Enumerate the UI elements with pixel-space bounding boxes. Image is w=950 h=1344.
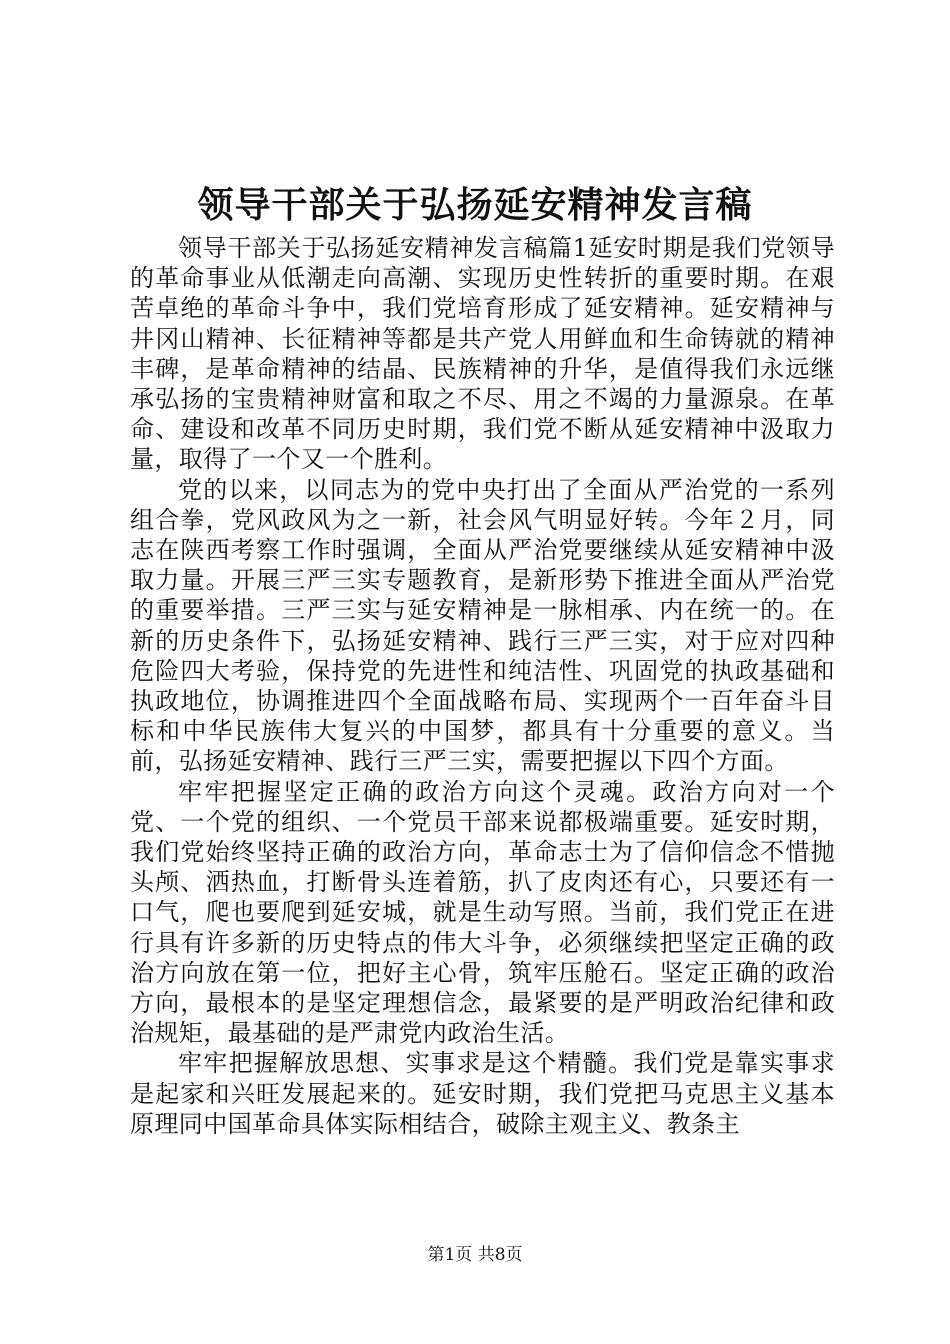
document-body: [130, 233, 835, 1139]
page-footer: 第1页 共8页: [427, 1245, 523, 1265]
paragraph-4: 牢牢把握解放思想、实事求是这个精髓。我们党是靠实事求是起家和兴旺发展起来的。延安时期，我们党把马克思主义基本原理同中国革命具体实际相结合，破除主观主义、教条主: [130, 1049, 835, 1138]
paragraph-2: 党的以来，以同志为的党中央打出了全面从严治党的一系列组合拳，党风政风为之一新，社会风气明显好转。今年２月，同志在陕西考察工作时强调，全面从严治党要继续从延安精神中汲取力量。开展三严三实专题教育，是新形势下推进全面从严治党的重要举措。三严三实与延安精神是一脉相承、内在统一的。在新的历史条件下，弘扬延安精神、践行三严三实，对于应对四种危险四大考验，保持党的先进性和纯洁性、巩固党的执政基础和执政地位，协调推进四个全面战略布局、实现两个一百年奋斗目标和中华民族伟大复兴的中国梦，都具有十分重要的意义。当前，弘扬延安精神、践行三严三实，需要把握以下四个方面。: [130, 475, 835, 776]
document-title: 领导干部关于弘扬延安精神发言稿: [197, 184, 753, 226]
paragraph-3: 牢牢把握坚定正确的政治方向这个灵魂。政治方向对一个党、一个党的组织、一个党员干部来说都极端重要。延安时期，我们党始终坚持正确的政治方向，革命志士为了信仰信念不惜抛头颅、洒热血，打断骨头连着筋，扒了皮肉还有心，只要还有一口气，爬也要爬到延安城，就是生动写照。当前，我们党正在进行具有许多新的历史特点的伟大斗争，必须继续把坚定正确的政治方向放在第一位，把好主心骨，筑牢压舱石。坚定正确的政治方向，最根本的是坚定理想信念，最紧要的是严明政治纪律和政治规矩，最基础的是严肃党内政治生活。: [130, 777, 835, 1048]
paragraph-1: 领导干部关于弘扬延安精神发言稿篇1延安时期是我们党领导的革命事业从低潮走向高潮、实现历史性转折的重要时期。在艰苦卓绝的革命斗争中，我们党培育形成了延安精神。延安精神与井冈山精神、长征精神等都是共产党人用鲜血和生命铸就的精神丰碑，是革命精神的结晶、民族精神的升华，是值得我们永远继承弘扬的宝贵精神财富和取之不尽、用之不竭的力量源泉。在革命、建设和改革不同历史时期，我们党不断从延安精神中汲取力量，取得了一个又一个胜利。: [130, 234, 835, 474]
